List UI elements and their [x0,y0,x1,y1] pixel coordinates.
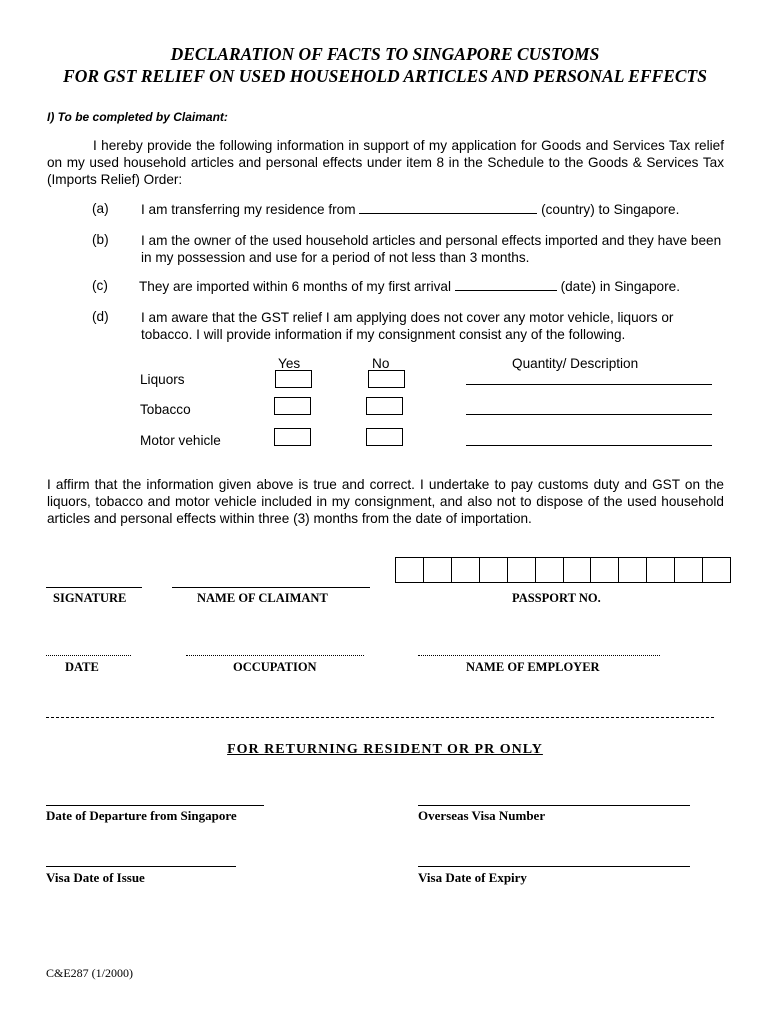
passport-digit-box[interactable] [424,558,452,582]
section-divider [46,717,714,718]
col-qty-header: Quantity/ Description [512,356,639,371]
arrival-date-field[interactable] [455,278,557,291]
visa-issue-date-field[interactable] [46,866,236,867]
affirmation-paragraph: I affirm that the information given above is true and correct. I undertake to pay customs duty and GST on the liquors, tobacco and motor vehicle included in my consignment, and also not to dispose of the used household articles and personal effects within three (3) months from the date of importation. [47,477,724,526]
overseas-visa-number-label: Overseas Visa Number [418,808,546,823]
tobacco-no-checkbox[interactable] [366,397,403,415]
liquors-yes-checkbox[interactable] [275,370,312,388]
date-label: DATE [65,660,99,674]
row-label-motor-vehicle: Motor vehicle [140,433,221,448]
item-a [141,201,731,218]
passport-digit-box[interactable] [619,558,647,582]
item-d-text: I am aware that the GST relief I am applying does not cover any motor vehicle, liquors or tobacco. I will provide information if my consignment consist any of the following. [141,310,674,342]
signature-label: SIGNATURE [53,591,127,605]
item-a-text-after: (country) to Singapore. [541,202,680,217]
form-code: C&E287 (1/2000) [46,966,133,980]
item-a-letter: (a) [92,201,109,216]
passport-digit-box[interactable] [591,558,619,582]
passport-label: PASSPORT NO. [512,591,601,605]
residence-country-field[interactable] [359,201,537,214]
passport-digit-box[interactable] [536,558,564,582]
col-yes-header: Yes [278,356,301,371]
liquors-no-checkbox[interactable] [368,370,405,388]
passport-digit-box[interactable] [508,558,536,582]
row-label-tobacco: Tobacco [140,402,191,417]
overseas-visa-number-field[interactable] [418,805,690,806]
item-d-letter: (d) [92,309,109,324]
tobacco-yes-checkbox[interactable] [274,397,311,415]
form-title-line-1: DECLARATION OF FACTS TO SINGAPORE CUSTOMS [170,44,600,64]
item-a-text-before: I am transferring my residence from [141,202,356,217]
returning-resident-heading: FOR RETURNING RESIDENT OR PR ONLY [227,742,543,757]
item-c-text-after: (date) in Singapore. [560,279,680,294]
item-b-text: I am the owner of the used household articles and personal effects imported and they have been in my possession and use for a period of not less than 3 months. [141,233,722,265]
passport-digit-box[interactable] [647,558,675,582]
employer-name-label: NAME OF EMPLOYER [466,660,600,674]
motor-vehicle-no-checkbox[interactable] [366,428,403,446]
signature-field[interactable] [46,587,142,588]
section-heading: I) To be completed by Claimant: [47,110,228,124]
tobacco-quantity-field[interactable] [466,414,712,415]
motor-vehicle-quantity-field[interactable] [466,445,712,446]
passport-number-boxes[interactable] [395,557,731,583]
item-c-text-before: They are imported within 6 months of my first arrival [139,279,452,294]
liquors-quantity-field[interactable] [466,384,712,385]
passport-digit-box[interactable] [452,558,480,582]
departure-date-label: Date of Departure from Singapore [46,808,237,823]
occupation-field[interactable] [186,655,364,656]
claimant-name-label: NAME OF CLAIMANT [197,591,328,605]
employer-name-field[interactable] [418,655,660,656]
item-c [139,278,729,295]
intro-text: I hereby provide the following information in support of my application for Goods and Services Tax relief on my used household articles and personal effects under item 8 in the Schedule to the Goods & Services Tax (Imports Relief) Order: [47,138,724,187]
col-no-header: No [372,356,390,371]
visa-issue-date-label: Visa Date of Issue [46,870,145,885]
motor-vehicle-yes-checkbox[interactable] [274,428,311,446]
passport-digit-box[interactable] [480,558,508,582]
passport-digit-box[interactable] [396,558,424,582]
visa-expiry-date-field[interactable] [418,866,690,867]
form-title-line-2: FOR GST RELIEF ON USED HOUSEHOLD ARTICLES AND PERSONAL EFFECTS [63,66,707,86]
passport-digit-box[interactable] [703,558,730,582]
intro-paragraph [47,137,724,188]
passport-digit-box[interactable] [675,558,703,582]
item-c-letter: (c) [92,278,108,293]
claimant-name-field[interactable] [172,587,370,588]
date-field[interactable] [46,655,131,656]
row-label-liquors: Liquors [140,372,185,387]
occupation-label: OCCUPATION [233,660,317,674]
passport-digit-box[interactable] [564,558,592,582]
departure-date-field[interactable] [46,805,264,806]
visa-expiry-date-label: Visa Date of Expiry [418,870,527,885]
item-b-letter: (b) [92,232,109,247]
